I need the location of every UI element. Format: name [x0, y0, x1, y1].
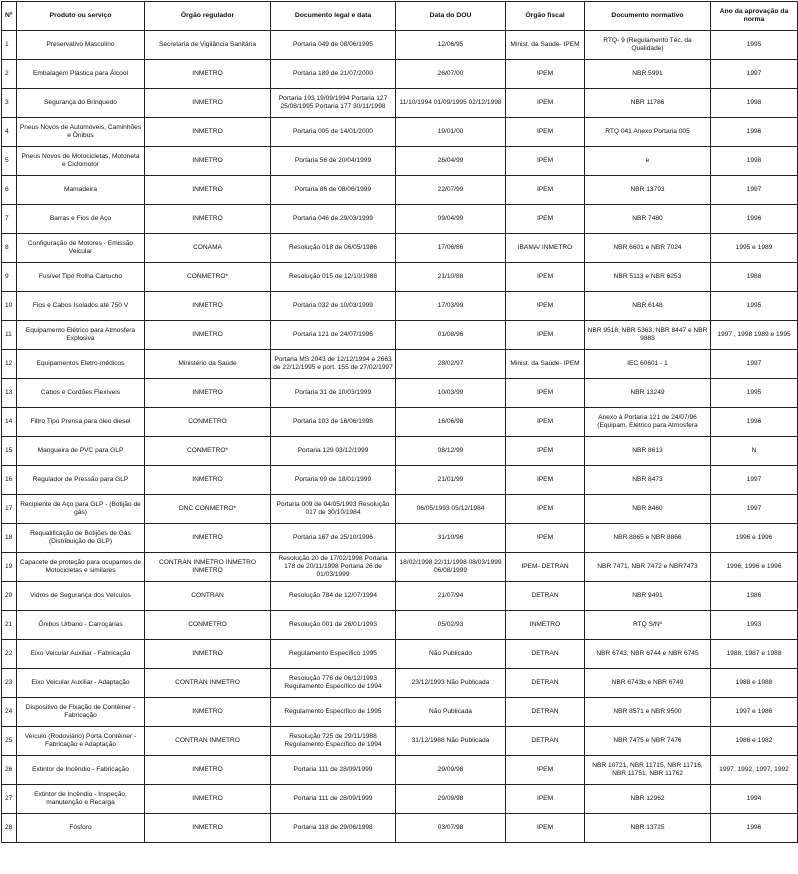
cell-normative-document: NBR 13249: [585, 379, 711, 408]
cell-regulator: INMETRO: [145, 147, 271, 176]
cell-inspection-body: IPEM: [506, 147, 585, 176]
cell-approval-year: 1993: [711, 611, 798, 640]
cell-inspection-body: IPEM: [506, 321, 585, 350]
cell-legal-document: Resolução 001 de 26/01/1993: [271, 611, 396, 640]
table-row: [2, 118, 798, 147]
cell-dou-date: 31/10/96: [396, 524, 506, 553]
cell-number: 16: [2, 466, 17, 495]
cell-legal-document: Resolução 015 de 12/10/1988: [271, 263, 396, 292]
cell-product: Fusível Tipo Rolha Cartucho: [17, 263, 145, 292]
cell-dou-date: 28/02/97: [396, 350, 506, 379]
cell-legal-document: Portaria 118 de 29/06/1998: [271, 814, 396, 843]
cell-number: 3: [2, 89, 17, 118]
cell-approval-year: 1995: [711, 292, 798, 321]
cell-inspection-body: DETRAN: [506, 727, 585, 756]
cell-approval-year: 1996 e 1996: [711, 524, 798, 553]
table-body: [2, 31, 798, 843]
cell-product: Segurança do Brinquedo: [17, 89, 145, 118]
cell-dou-date: 11/10/1994 01/09/1995 02/12/1998: [396, 89, 506, 118]
cell-approval-year: 1996, 1996 e 1996: [711, 553, 798, 582]
cell-normative-document: RTQ 041 Anexo Portaria 005: [585, 118, 711, 147]
cell-legal-document: Resolução 776 de 06/12/1993 Regulamento Específico de 1994: [271, 669, 396, 698]
cell-product: Mamadeira: [17, 176, 145, 205]
cell-inspection-body: IPEM: [506, 379, 585, 408]
table-row: [2, 292, 798, 321]
cell-inspection-body: Minist. da Saúde- IPEM: [506, 31, 585, 60]
cell-dou-date: 18/02/1998 22/11/1998 08/03/1999 06/08/1999: [396, 553, 506, 582]
cell-normative-document: NBR 8613: [585, 437, 711, 466]
cell-legal-document: Portaria 032 de 10/03/1999: [271, 292, 396, 321]
cell-inspection-body: IPEM: [506, 60, 585, 89]
cell-inspection-body: IPEM: [506, 176, 585, 205]
cell-number: 9: [2, 263, 17, 292]
table-row: [2, 611, 798, 640]
cell-normative-document: NBR 11786: [585, 89, 711, 118]
cell-approval-year: 1997: [711, 176, 798, 205]
header-normative-document: Documento normativo: [585, 2, 711, 31]
cell-product: Mangueira de PVC para GLP: [17, 437, 145, 466]
cell-normative-document: NBR 8473: [585, 466, 711, 495]
cell-regulator: CONTRAN: [145, 582, 271, 611]
cell-approval-year: 1986: [711, 582, 798, 611]
cell-dou-date: 01/08/96: [396, 321, 506, 350]
cell-legal-document: Portaria 046 de 29/03/1999: [271, 205, 396, 234]
cell-approval-year: 1996: [711, 205, 798, 234]
cell-approval-year: 1996: [711, 814, 798, 843]
cell-legal-document: Resolução 20 de 17/02/1998 Portaria 178 de 20/11/1998 Portaria 26 de 01/03/1999: [271, 553, 396, 582]
cell-number: 2: [2, 60, 17, 89]
cell-approval-year: 1997: [711, 495, 798, 524]
cell-normative-document: NBR 6601 e NBR 7024: [585, 234, 711, 263]
cell-number: 4: [2, 118, 17, 147]
cell-dou-date: 29/09/98: [396, 785, 506, 814]
cell-regulator: INMETRO: [145, 698, 271, 727]
cell-approval-year: 1997, 1992, 1997, 1992: [711, 756, 798, 785]
cell-approval-year: 1996: [711, 408, 798, 437]
cell-normative-document: NBR 5991: [585, 60, 711, 89]
cell-normative-document: NBR 6148: [585, 292, 711, 321]
cell-product: Embalagem Plástica para Álcool: [17, 60, 145, 89]
cell-approval-year: 1997: [711, 466, 798, 495]
cell-product: Capacete de proteção para ocupantes de Motocicletas e similares: [17, 553, 145, 582]
header-dou-date: Data do DOU: [396, 2, 506, 31]
cell-inspection-body: Minist. da Saúde- IPEM: [506, 350, 585, 379]
cell-legal-document: Regulamento Específico de 1995: [271, 698, 396, 727]
cell-regulator: CONMETRO*: [145, 437, 271, 466]
cell-legal-document: Portaria MS 2043 de 12/12/1994 e 2663 de 22/12/1995 e port. 155 de 27/02/1997: [271, 350, 396, 379]
cell-legal-document: Resolução 725 de 29/11/1988 Regulamento Específico de 1994: [271, 727, 396, 756]
cell-dou-date: 08/12/99: [396, 437, 506, 466]
cell-dou-date: 21/07/94: [396, 582, 506, 611]
cell-legal-document: Resolução 784 de 12/07/1994: [271, 582, 396, 611]
cell-regulator: INMETRO: [145, 379, 271, 408]
cell-normative-document: NBR 7471, NBR 7472 e NBR7473: [585, 553, 711, 582]
table-row: [2, 89, 798, 118]
header-number: Nº: [2, 2, 17, 31]
cell-legal-document: Portaria 103 de 16/06/1998: [271, 408, 396, 437]
cell-approval-year: 1995: [711, 379, 798, 408]
cell-legal-document: Portaria 049 de 08/06/1995: [271, 31, 396, 60]
table-row: [2, 31, 798, 60]
cell-regulator: INMETRO: [145, 756, 271, 785]
cell-number: 15: [2, 437, 17, 466]
cell-legal-document: Portaria 167 de 25/10/1996: [271, 524, 396, 553]
cell-dou-date: 31/12/1988 Não Publicada: [396, 727, 506, 756]
table-row: [2, 785, 798, 814]
cell-dou-date: 19/01/00: [396, 118, 506, 147]
cell-dou-date: 05/02/93: [396, 611, 506, 640]
regulations-table: [1, 1, 798, 843]
cell-legal-document: Portaria 31 de 10/03/1999: [271, 379, 396, 408]
cell-number: 10: [2, 292, 17, 321]
cell-inspection-body: IPEM: [506, 263, 585, 292]
cell-approval-year: 1996: [711, 118, 798, 147]
cell-number: 23: [2, 669, 17, 698]
cell-inspection-body: DETRAN: [506, 698, 585, 727]
cell-normative-document: NBR 8571 e NBR 9500: [585, 698, 711, 727]
cell-regulator: INMETRO: [145, 89, 271, 118]
cell-product: Extintor de Incêndio - Fabricação: [17, 756, 145, 785]
cell-normative-document: NBR 5113 e NBR 6253: [585, 263, 711, 292]
cell-product: Eixo Veicular Auxiliar - Fabricação: [17, 640, 145, 669]
cell-dou-date: 22/07/99: [396, 176, 506, 205]
cell-number: 19: [2, 553, 17, 582]
cell-number: 7: [2, 205, 17, 234]
cell-number: 20: [2, 582, 17, 611]
cell-regulator: Ministério da Saúde: [145, 350, 271, 379]
cell-approval-year: 1997: [711, 350, 798, 379]
cell-number: 8: [2, 234, 17, 263]
cell-regulator: CONTRAN INMETRO: [145, 727, 271, 756]
cell-inspection-body: IPEM: [506, 292, 585, 321]
cell-normative-document: NBR 8460: [585, 495, 711, 524]
cell-inspection-body: IPEM: [506, 408, 585, 437]
table-row: [2, 640, 798, 669]
cell-number: 1: [2, 31, 17, 60]
cell-regulator: INMETRO: [145, 205, 271, 234]
cell-approval-year: N: [711, 437, 798, 466]
cell-regulator: INMETRO: [145, 466, 271, 495]
cell-product: Extintor de Incêndio - Inspeção, manutenção e Recarga: [17, 785, 145, 814]
header-product: Produto ou serviço: [17, 2, 145, 31]
cell-inspection-body: DETRAN: [506, 640, 585, 669]
cell-normative-document: NBR 7475 e NBR 7476: [585, 727, 711, 756]
cell-regulator: CONMETRO*: [145, 263, 271, 292]
cell-product: Recipiente de Aço para GLP - (Botijão de gás): [17, 495, 145, 524]
cell-approval-year: 1988: [711, 263, 798, 292]
table-row: [2, 147, 798, 176]
table-row: [2, 408, 798, 437]
cell-regulator: INMETRO: [145, 321, 271, 350]
cell-inspection-body: IPEM- DETRAN: [506, 553, 585, 582]
cell-number: 26: [2, 756, 17, 785]
cell-product: Dispositivo de Fixação de Contêiner - Fabricação: [17, 698, 145, 727]
table-row: [2, 234, 798, 263]
cell-product: Pneus Novos de Motocicletas, Motoneta e Ciclomotor: [17, 147, 145, 176]
cell-approval-year: 1995 e 1989: [711, 234, 798, 263]
cell-normative-document: NBR 6743, NBR 6744 e NBR 6745: [585, 640, 711, 669]
cell-inspection-body: IPEM: [506, 205, 585, 234]
table-row: [2, 350, 798, 379]
cell-product: Preservativo Masculino: [17, 31, 145, 60]
table-row: [2, 176, 798, 205]
cell-dou-date: 16/06/98: [396, 408, 506, 437]
cell-normative-document: NBR 13725: [585, 814, 711, 843]
cell-inspection-body: IPEM: [506, 466, 585, 495]
cell-approval-year: 1988 e 1988: [711, 669, 798, 698]
table-row: [2, 495, 798, 524]
cell-product: Ônibus Urbano - Carroçarias: [17, 611, 145, 640]
cell-legal-document: Portaria 005 de 14/01/2000: [271, 118, 396, 147]
cell-number: 12: [2, 350, 17, 379]
cell-dou-date: 06/05/1993 05/12/1984: [396, 495, 506, 524]
cell-dou-date: 29/09/98: [396, 756, 506, 785]
cell-normative-document: NBR 10721, NBR 11715, NBR 11716, NBR 11751, NBR 11762: [585, 756, 711, 785]
cell-approval-year: 1998: [711, 147, 798, 176]
cell-inspection-body: IPEM: [506, 524, 585, 553]
table-row: [2, 669, 798, 698]
cell-dou-date: 26/04/99: [396, 147, 506, 176]
cell-inspection-body: IPEM: [506, 118, 585, 147]
cell-legal-document: Portaria 111 de 28/09/1999: [271, 785, 396, 814]
cell-product: Filtro Tipo Prensa para óleo diesel: [17, 408, 145, 437]
cell-regulator: INMETRO: [145, 785, 271, 814]
header-regulator: Órgão regulador: [145, 2, 271, 31]
cell-regulator: CONMETRO: [145, 611, 271, 640]
cell-number: 21: [2, 611, 17, 640]
cell-product: Requalificação de Botijões de Gás (Distribuição de GLP): [17, 524, 145, 553]
cell-inspection-body: IPEM: [506, 785, 585, 814]
cell-regulator: INMETRO: [145, 176, 271, 205]
cell-inspection-body: IPEM: [506, 495, 585, 524]
cell-legal-document: Portaria 56 de 20/04/1999: [271, 147, 396, 176]
cell-legal-document: Portaria 111 de 28/09/1999: [271, 756, 396, 785]
table-row: [2, 756, 798, 785]
cell-dou-date: 12/06/95: [396, 31, 506, 60]
cell-dou-date: Não Publicada: [396, 698, 506, 727]
cell-normative-document: e: [585, 147, 711, 176]
cell-inspection-body: IPEM: [506, 89, 585, 118]
cell-dou-date: 17/03/99: [396, 292, 506, 321]
cell-normative-document: RTQ S/Nº: [585, 611, 711, 640]
header-legal-document: Documento legal e data: [271, 2, 396, 31]
cell-dou-date: 21/01/99: [396, 466, 506, 495]
cell-regulator: Secretaria de Vigilância Sanitária: [145, 31, 271, 60]
cell-legal-document: Portaria 86 de 08/06/1999: [271, 176, 396, 205]
cell-product: Vidros de Segurança dos Veículos: [17, 582, 145, 611]
cell-normative-document: NBR 8865 e NBR 8866: [585, 524, 711, 553]
cell-normative-document: NBR 7480: [585, 205, 711, 234]
cell-approval-year: 1994: [711, 785, 798, 814]
cell-legal-document: Portaria 121 de 24/07/1996: [271, 321, 396, 350]
cell-number: 24: [2, 698, 17, 727]
cell-number: 6: [2, 176, 17, 205]
cell-inspection-body: INMETRO: [506, 611, 585, 640]
cell-product: Barras e Fios de Aço: [17, 205, 145, 234]
cell-inspection-body: IPEM: [506, 437, 585, 466]
cell-dou-date: 10/03/99: [396, 379, 506, 408]
cell-legal-document: Portaria 193 19/09/1994 Portaria 127 25/08/1995 Portaria 177 30/11/1998: [271, 89, 396, 118]
cell-number: 5: [2, 147, 17, 176]
table-row: [2, 582, 798, 611]
cell-product: Veículo (Rodoviário) Porta Contêiner - Fabricação e Adaptação: [17, 727, 145, 756]
cell-approval-year: 1997 e 1986: [711, 698, 798, 727]
cell-normative-document: NBR 6743b e NBR 6749: [585, 669, 711, 698]
cell-dou-date: 23/12/1993 Não Publicada: [396, 669, 506, 698]
cell-number: 17: [2, 495, 17, 524]
cell-regulator: CONMETRO: [145, 408, 271, 437]
table-row: [2, 437, 798, 466]
cell-legal-document: Resolução 018 de 06/05/1986: [271, 234, 396, 263]
cell-legal-document: Portaria 009 de 04/05/1993 Resolução 017 de 30/10/1984: [271, 495, 396, 524]
table-row: [2, 379, 798, 408]
cell-number: 18: [2, 524, 17, 553]
cell-normative-document: RTQ- 9 (Regulamento Téc. da Qualidade): [585, 31, 711, 60]
cell-legal-document: Regulamento Específico 1995: [271, 640, 396, 669]
cell-regulator: INMETRO: [145, 524, 271, 553]
cell-product: Configuração de Motores - Emissão Veicular: [17, 234, 145, 263]
cell-regulator: INMETRO: [145, 118, 271, 147]
cell-number: 25: [2, 727, 17, 756]
cell-approval-year: 1995: [711, 31, 798, 60]
cell-product: Equipamento Elétrico para Atmosfera Explosiva: [17, 321, 145, 350]
cell-normative-document: NBR 9518, NBR 5363, NBR 8447 e NBR 9883: [585, 321, 711, 350]
cell-regulator: INMETRO: [145, 640, 271, 669]
cell-regulator: CONTRAN INMETRO: [145, 669, 271, 698]
cell-dou-date: 17/06/86: [396, 234, 506, 263]
cell-dou-date: 09/04/99: [396, 205, 506, 234]
cell-product: Pneus Novos de Automóveis, Caminhões e Ônibus: [17, 118, 145, 147]
cell-regulator: INMETRO: [145, 814, 271, 843]
cell-regulator: CONAMA: [145, 234, 271, 263]
table-row: [2, 263, 798, 292]
table-row: [2, 466, 798, 495]
cell-number: 14: [2, 408, 17, 437]
cell-approval-year: 1988, 1987 e 1988: [711, 640, 798, 669]
cell-normative-document: IEC 60601 - 1: [585, 350, 711, 379]
cell-inspection-body: DETRAN: [506, 582, 585, 611]
cell-product: Eixo Veicular Auxiliar - Adaptação: [17, 669, 145, 698]
cell-number: 28: [2, 814, 17, 843]
cell-legal-document: Portaria 09 de 18/01/1999: [271, 466, 396, 495]
cell-approval-year: 1998: [711, 89, 798, 118]
cell-inspection-body: DETRAN: [506, 669, 585, 698]
cell-dou-date: 21/10/88: [396, 263, 506, 292]
table-row: [2, 727, 798, 756]
cell-number: 27: [2, 785, 17, 814]
cell-product: Equipamentos Eletro-médicos: [17, 350, 145, 379]
cell-inspection-body: IBAMA/ INMETRO: [506, 234, 585, 263]
header-row: [2, 2, 798, 31]
cell-product: Cabos e Cordões Flexíveis: [17, 379, 145, 408]
cell-number: 11: [2, 321, 17, 350]
cell-dou-date: 03/07/98: [396, 814, 506, 843]
cell-approval-year: 1997: [711, 60, 798, 89]
cell-inspection-body: IPEM: [506, 756, 585, 785]
table-row: [2, 321, 798, 350]
cell-regulator: INMETRO: [145, 60, 271, 89]
table-row: [2, 205, 798, 234]
cell-regulator: INMETRO: [145, 292, 271, 321]
cell-legal-document: Portaria 189 de 21/07/2000: [271, 60, 396, 89]
cell-product: Fósforo: [17, 814, 145, 843]
header-approval-year: Ano da aprovação da norma: [711, 2, 798, 31]
cell-approval-year: 1997 , 1998 1989 e 1995: [711, 321, 798, 350]
cell-legal-document: Portaria 129 03/12/1999: [271, 437, 396, 466]
table-row: [2, 814, 798, 843]
cell-number: 22: [2, 640, 17, 669]
table-row: [2, 698, 798, 727]
table-row: [2, 553, 798, 582]
table-row: [2, 524, 798, 553]
cell-dou-date: 26/07/00: [396, 60, 506, 89]
cell-product: Regulador de Pressão para GLP: [17, 466, 145, 495]
cell-normative-document: NBR 9491: [585, 582, 711, 611]
cell-normative-document: NBR 13793: [585, 176, 711, 205]
header-inspection-body: Órgão fiscal: [506, 2, 585, 31]
cell-product: Fios e Cabos Isolados até 750 V: [17, 292, 145, 321]
cell-inspection-body: IPEM: [506, 814, 585, 843]
cell-approval-year: 1986 e 1982: [711, 727, 798, 756]
cell-normative-document: NBR 12962: [585, 785, 711, 814]
cell-number: 13: [2, 379, 17, 408]
cell-regulator: CONTRAN INMETRO INMETRO INMETRO: [145, 553, 271, 582]
cell-normative-document: Anexo à Portaria 121 de 24/07/96 (Equipam. Elétrico para Atmosfera: [585, 408, 711, 437]
cell-regulator: DNC CONMETRO*: [145, 495, 271, 524]
table-row: [2, 60, 798, 89]
cell-dou-date: Não Publicado: [396, 640, 506, 669]
